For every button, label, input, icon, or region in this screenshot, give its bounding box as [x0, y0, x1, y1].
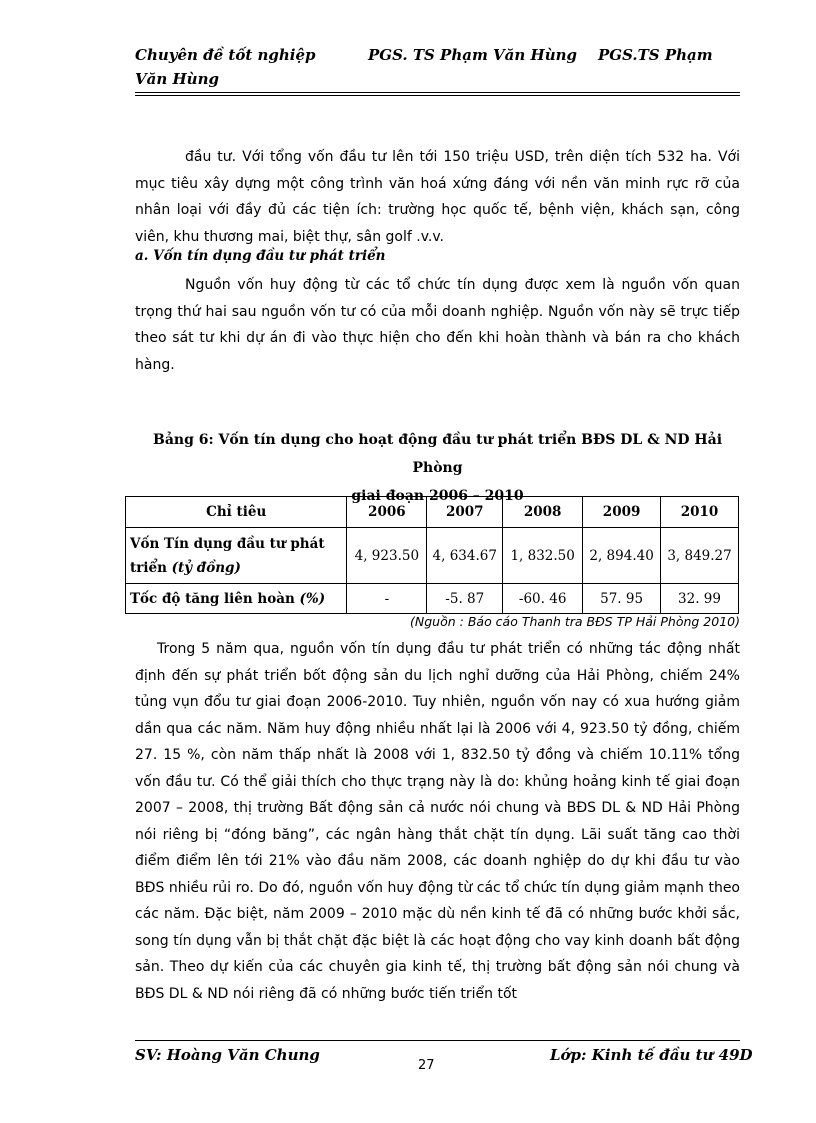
table-row	[126, 528, 739, 584]
footer-left: SV: Hoàng Văn Chung	[135, 1046, 320, 1064]
table-header-cell: 2010	[661, 497, 739, 528]
table-row-label: Vốn Tín dụng đầu tư phát triển (tỷ đồng)	[126, 528, 347, 584]
header-left: Chuyên đề tốt nghiệp	[135, 46, 316, 64]
header-second-line: Văn Hùng	[135, 70, 219, 88]
header-rule	[135, 92, 740, 93]
table-row	[126, 584, 739, 614]
footer-rule	[135, 1040, 740, 1041]
table-cell: -60. 46	[503, 584, 583, 614]
paragraph-3: Trong 5 năm qua, nguồn vốn tín dụng đầu tư phát triển có những tác động nhất định đến sự phát triển bốt động sản du lịch nghỉ dưỡng của Hải Phòng, chiếm 24% tủng vụn đổu tư giai đoạn 2006-2010. Tuy nhiên, nguồn vốn nay có xua hướng giảm dần qua các năm. Năm huy động nhiều nhất lại là 2006 với 4, 923.50 tỷ đồng, chiếm 27. 15 %, còn năm thấp nhất là 2008 với 1, 832.50 tỷ đồng và chiếm 10.11% tổng vốn đầu tư. Có thể giải thích cho thực trạng này là do: khủng hoảng kinh tế giai đoạn 2007 – 2008, thị trường Bất động sản cả nước nói chung và BĐS DL & ND Hải Phòng nói riêng bị “đóng băng”, các ngân hàng thắt chặt tín dụng. Lãi suất tăng cao thời điểm điểm lên tới 21% vào đầu năm 2008, các doanh nghiệp do dự khi đầu tư vào BĐS nhiều rủi ro. Do đó, nguồn vốn huy động từ các tổ chức tín dụng giảm mạnh theo các năm. Đặc biệt, năm 2009 – 2010 mặc dù nền kinh tế đã có những bước khởi sắc, song tín dụng vẫn bị thắt chặt đặc biệt là các hoạt động cho vay kinh doanh bất động sản. Theo dự kiến của các chuyên gia kinh tế, thị trường bất động sản nói chung và BĐS DL & ND nói riêng đã có những bước tiến triển tốt	[135, 641, 740, 1002]
table-cell: 3, 849.27	[661, 528, 739, 584]
table-header-cell: 2007	[427, 497, 503, 528]
footer-right: Lớp: Kinh tế đầu tư 49D	[550, 1046, 753, 1064]
table-cell: 2, 894.40	[583, 528, 661, 584]
table-caption-line-1: Bảng 6: Vốn tín dụng cho hoạt động đầu tư phát triển BĐS DL & ND Hải Phòng	[152, 432, 723, 476]
table-cell: 32. 99	[661, 584, 739, 614]
header-rule-double	[135, 95, 740, 96]
paragraph-2: Nguồn vốn huy động từ các tổ chức tín dụng được xem là nguồn vốn quan trọng thứ hai sau nguồn vốn tư có của mỗi doanh nghiệp. Nguồn vốn này sẽ trực tiếp theo sát tư khi dự án đi vào thực hiện cho đến khi hoàn thành và bán ra cho khách hàng.	[135, 277, 740, 373]
table-header-cell: Chỉ tiêu	[126, 497, 347, 528]
table-row-label: Tốc độ tăng liên hoàn (%)	[126, 584, 347, 614]
table-source: (Nguồn : Báo cáo Thanh tra BĐS TP Hải Phòng 2010)	[410, 614, 740, 629]
subheading: a. Vốn tín dụng đầu tư phát triển	[135, 248, 386, 264]
data-table	[125, 496, 739, 614]
table-header-cell: 2009	[583, 497, 661, 528]
table-cell: 4, 634.67	[427, 528, 503, 584]
table-cell: -5. 87	[427, 584, 503, 614]
table-caption-line-2: giai đoạn 2006 – 2010	[351, 488, 524, 504]
table-header-cell: 2006	[347, 497, 427, 528]
paragraph-1: đầu tư. Với tổng vốn đầu tư lên tới 150 triệu USD, trên diện tích 532 ha. Với mục tiêu xây dựng một công trình văn hoá xứng đáng với nền văn minh rực rỡ của nhân loại với đầy đủ các tiện ích: trường học quốc tế, bệnh viện, khách sạn, công viên, khu thương mai, biệt thự, sân golf .v.v.	[135, 149, 740, 245]
header-center: PGS. TS Phạm Văn Hùng	[368, 46, 578, 64]
page-number: 27	[418, 1058, 435, 1073]
table-header-row	[126, 497, 739, 528]
table-header-cell: 2008	[503, 497, 583, 528]
table-cell: 57. 95	[583, 584, 661, 614]
table-cell: 1, 832.50	[503, 528, 583, 584]
table-cell: -	[347, 584, 427, 614]
table-cell: 4, 923.50	[347, 528, 427, 584]
header-right: PGS.TS Phạm	[598, 46, 713, 64]
